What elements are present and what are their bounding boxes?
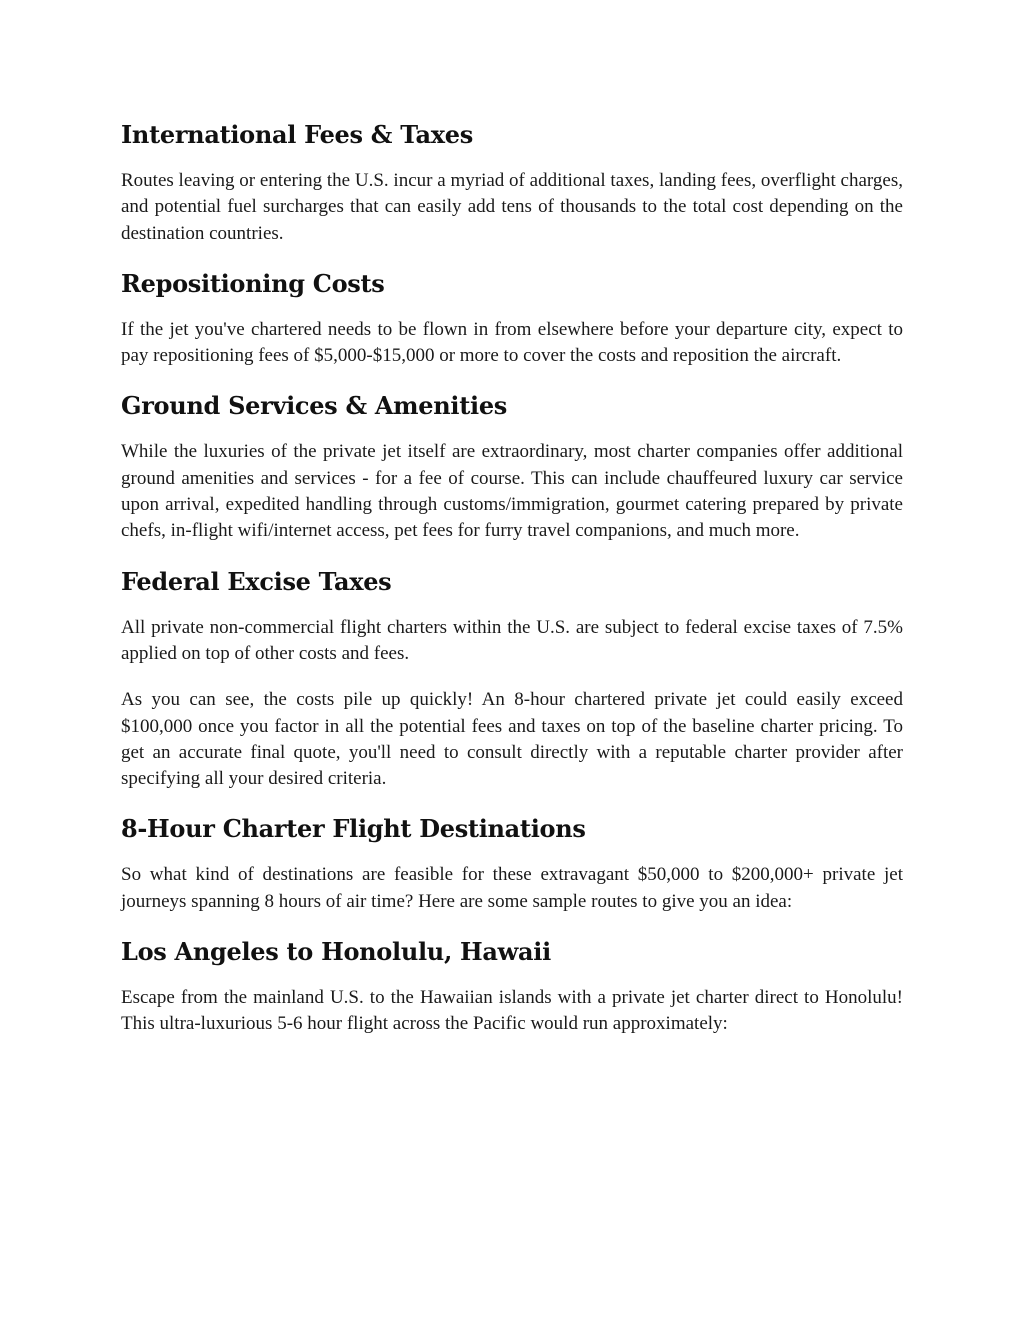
section-charter-destinations (121, 812, 903, 915)
section-paragraph: Routes leaving or entering the U.S. incur a myriad of additional taxes, landing fees, overflight charges, and potential fuel surcharges that can easily add tens of thousands to the total cost depending on the destination countries. (121, 170, 903, 244)
section-heading: Ground Services & Amenities (121, 391, 508, 421)
document-page (121, 118, 903, 1058)
section-paragraph: Escape from the mainland U.S. to the Hawaiian islands with a private jet charter direct to Honolulu! This ultra-luxurious 5-6 hour flight across the Pacific would run approximately: (121, 987, 903, 1035)
section-paragraph: So what kind of destinations are feasible for these extravagant $50,000 to $200,000+ private jet journeys spanning 8 hours of air time? Here are some sample routes to give you an idea: (121, 864, 903, 912)
section-la-to-honolulu (121, 935, 903, 1038)
section-heading: Federal Excise Taxes (121, 566, 392, 596)
section-heading: Los Angeles to Honolulu, Hawaii (121, 937, 551, 967)
section-paragraph: While the luxuries of the private jet itself are extraordinary, most charter companies offer additional ground amenities and services - for a fee of course. This can include chauffeured luxury car service upon arrival, expedited handling through customs/immigration, gourmet catering prepared by private chefs, in-flight wifi/internet access, pet fees for furry travel companions, and much more. (121, 441, 903, 542)
section-paragraph: If the jet you've chartered needs to be flown in from elsewhere before your departure city, expect to pay repositioning fees of $5,000-$15,000 or more to cover the costs and reposition the aircraft. (121, 318, 903, 367)
section-ground-services (121, 389, 903, 544)
section-heading: International Fees & Taxes (121, 120, 473, 149)
section-paragraph: As you can see, the costs pile up quickly! An 8-hour chartered private jet could easily exceed $100,000 once you factor in all the potential fees and taxes on top of the baseline charter pricing. To get an accurate final quote, you'll need to consult directly with a reputable charter provider after specifying all your desired criteria. (121, 689, 903, 790)
section-international-fees (121, 118, 903, 247)
section-heading: 8-Hour Charter Flight Destinations (121, 814, 586, 844)
section-repositioning-costs (121, 267, 903, 370)
section-paragraph: All private non-commercial flight charters within the U.S. are subject to federal excise taxes of 7.5% applied on top of other costs and fees. (121, 616, 903, 664)
section-federal-excise-taxes (121, 565, 903, 793)
section-heading: Repositioning Costs (121, 268, 385, 298)
